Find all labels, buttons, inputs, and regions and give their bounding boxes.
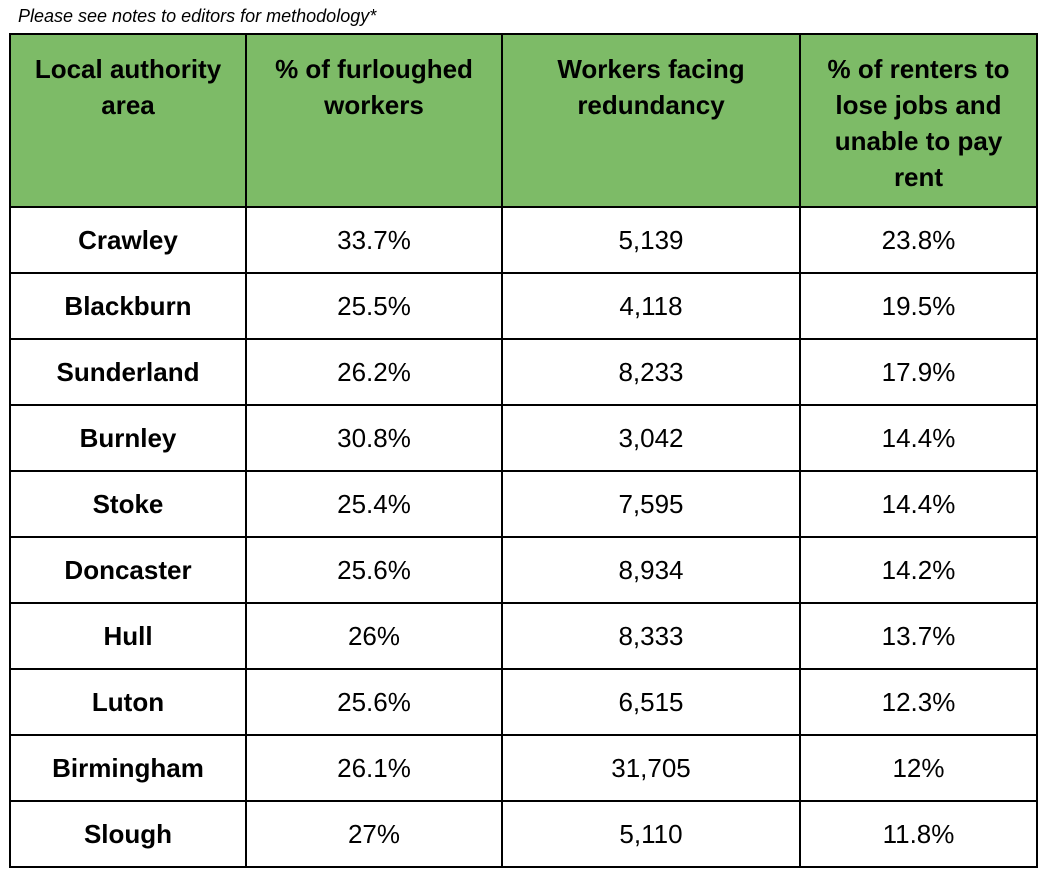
cell-renters: 17.9% [800,339,1037,405]
table-row [10,669,1037,735]
cell-redundancy: 6,515 [502,669,800,735]
cell-renters: 11.8% [800,801,1037,867]
methodology-note: Please see notes to editors for methodology* [18,6,377,26]
cell-redundancy: 8,233 [502,339,800,405]
cell-redundancy: 5,110 [502,801,800,867]
cell-furloughed: 25.4% [246,471,502,537]
table-row [10,207,1037,273]
cell-furloughed: 27% [246,801,502,867]
cell-redundancy: 31,705 [502,735,800,801]
cell-furloughed: 25.6% [246,669,502,735]
header-furloughed-workers: % of furloughed workers [246,34,502,207]
cell-furloughed: 25.6% [246,537,502,603]
cell-area: Crawley [10,207,246,273]
cell-renters: 14.4% [800,471,1037,537]
cell-renters: 12% [800,735,1037,801]
table-row [10,603,1037,669]
table-header [10,34,1037,207]
cell-renters: 13.7% [800,603,1037,669]
cell-renters: 14.2% [800,537,1037,603]
header-row [10,34,1037,207]
cell-area: Hull [10,603,246,669]
table-row [10,405,1037,471]
cell-renters: 14.4% [800,405,1037,471]
cell-area: Luton [10,669,246,735]
table-row [10,801,1037,867]
cell-redundancy: 8,333 [502,603,800,669]
cell-redundancy: 3,042 [502,405,800,471]
table-row [10,471,1037,537]
header-local-authority-area: Local authority area [10,34,246,207]
table-row [10,537,1037,603]
cell-area: Sunderland [10,339,246,405]
cell-area: Birmingham [10,735,246,801]
cell-furloughed: 26.2% [246,339,502,405]
table-row [10,735,1037,801]
cell-furloughed: 26.1% [246,735,502,801]
cell-furloughed: 25.5% [246,273,502,339]
cell-area: Blackburn [10,273,246,339]
cell-furloughed: 26% [246,603,502,669]
table-body [10,207,1037,867]
data-table [9,33,1038,868]
cell-area: Slough [10,801,246,867]
cell-redundancy: 8,934 [502,537,800,603]
table-row [10,339,1037,405]
cell-renters: 19.5% [800,273,1037,339]
cell-renters: 12.3% [800,669,1037,735]
cell-renters: 23.8% [800,207,1037,273]
table-row [10,273,1037,339]
cell-furloughed: 33.7% [246,207,502,273]
header-workers-facing-redundancy: Workers facing redundancy [502,34,800,207]
cell-redundancy: 5,139 [502,207,800,273]
cell-redundancy: 7,595 [502,471,800,537]
cell-area: Doncaster [10,537,246,603]
cell-area: Stoke [10,471,246,537]
cell-area: Burnley [10,405,246,471]
cell-furloughed: 30.8% [246,405,502,471]
cell-redundancy: 4,118 [502,273,800,339]
header-renters-unable-to-pay: % of renters to lose jobs and unable to pay rent [800,34,1037,207]
